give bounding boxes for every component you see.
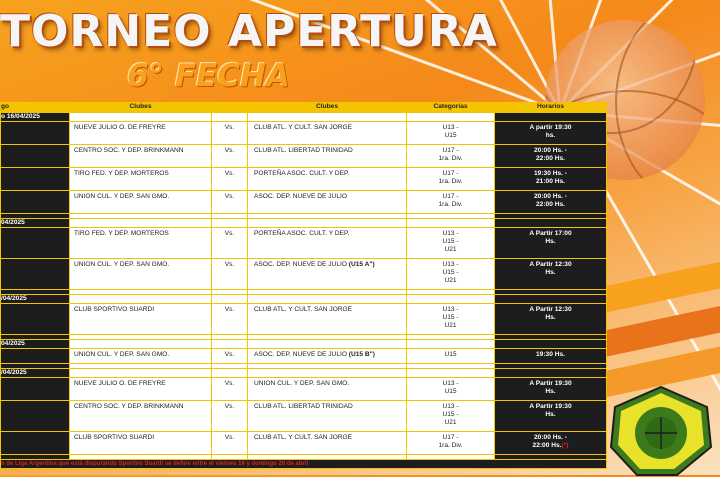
spacer-cell [495, 113, 606, 121]
category-line: U21 [444, 419, 457, 426]
day-cell [1, 349, 69, 363]
table-row [1, 401, 606, 431]
footnote-row [1, 460, 606, 468]
home-club: TIRO FED. Y DEP. MORTEROS [70, 168, 211, 190]
time-line: Hs. [545, 314, 556, 321]
category-line: U13 - [442, 124, 459, 131]
spacer-cell [407, 369, 494, 377]
table-header-row [1, 103, 606, 112]
gap-cell [70, 290, 211, 294]
table-row [1, 259, 606, 289]
vs-label: Vs. [212, 168, 247, 190]
category-line: U13 - [442, 261, 459, 268]
home-club: NUEVE JULIO O. DE FREYRE [70, 122, 211, 144]
vs-label: Vs. [212, 228, 247, 258]
categories [407, 122, 494, 144]
day-row [1, 295, 606, 303]
gap-cell [1, 455, 69, 459]
time-line-wrap [495, 201, 606, 209]
time-line-wrap [495, 132, 606, 140]
time-line: 20:00 Hs. - [534, 193, 567, 200]
time-line-wrap [495, 442, 606, 450]
gap-row [1, 335, 606, 339]
gap-cell [1, 214, 69, 218]
time-line: A Partir 12:30 [529, 261, 572, 268]
spacer-cell [495, 219, 606, 227]
category-line: 1ra. Div. [438, 178, 463, 185]
away-club-name: CLUB ATL. LIBERTAD TRINIDAD [254, 403, 353, 410]
away-club [248, 401, 406, 431]
home-club: CLUB SPORTIVO SUARDI [70, 432, 211, 454]
match-time [495, 191, 606, 213]
gap-cell [70, 335, 211, 339]
away-club [248, 168, 406, 190]
day-row [1, 113, 606, 121]
spacer-cell [495, 295, 606, 303]
gap-cell [495, 214, 606, 218]
spacer-cell [495, 340, 606, 348]
categories [407, 228, 494, 258]
table-row [1, 349, 606, 363]
match-time [495, 122, 606, 144]
gap-cell [407, 290, 494, 294]
home-club: CENTRO SOC. Y DEP. BRINKMANN [70, 145, 211, 167]
table-row [1, 122, 606, 144]
gap-cell [248, 455, 406, 459]
category-line: U21 [444, 277, 457, 284]
categories [407, 145, 494, 167]
spacer-cell [212, 113, 247, 121]
time-note: (*) [561, 442, 569, 449]
header-away-club: Clubes [248, 103, 406, 112]
match-time [495, 228, 606, 258]
gap-cell [495, 455, 606, 459]
category-line: 1ra. Div. [438, 442, 463, 449]
gap-cell [70, 364, 211, 368]
away-club-name: PORTEÑA ASOC. CULT. Y DEP. [254, 230, 350, 237]
gap-row [1, 455, 606, 459]
away-club [248, 432, 406, 454]
table-row [1, 304, 606, 334]
gap-cell [212, 364, 247, 368]
time-line: 21:00 Hs. [536, 178, 565, 185]
home-club: UNION CUL. Y DEP. SAN GMO. [70, 349, 211, 363]
gap-cell [1, 335, 69, 339]
category-line: U15 - [442, 314, 459, 321]
categories [407, 432, 494, 454]
away-club [248, 259, 406, 289]
category-line: U17 - [442, 170, 459, 177]
category-line: 1ra. Div. [438, 201, 463, 208]
day-cell [1, 122, 69, 144]
categories [407, 191, 494, 213]
time-line-wrap [495, 178, 606, 186]
gap-cell [495, 364, 606, 368]
day-cell [1, 191, 69, 213]
match-time [495, 432, 606, 454]
gap-cell [407, 364, 494, 368]
header-home-club: Clubes [70, 103, 211, 112]
category-line: U15 - [442, 269, 459, 276]
gap-cell [407, 335, 494, 339]
spacer-cell [212, 369, 247, 377]
match-time [495, 304, 606, 334]
spacer-cell [248, 295, 406, 303]
category-line: U13 - [442, 306, 459, 313]
categories [407, 304, 494, 334]
home-club: CENTRO SOC. Y DEP. BRINKMANN [70, 401, 211, 431]
day-cell [1, 378, 69, 400]
time-line: 22:00 Hs. [536, 155, 565, 162]
vs-label: Vs. [212, 378, 247, 400]
gap-cell [1, 364, 69, 368]
day-row [1, 219, 606, 227]
match-time [495, 168, 606, 190]
match-time [495, 349, 606, 363]
categories [407, 349, 494, 363]
vs-label: Vs. [212, 122, 247, 144]
spacer-cell [212, 295, 247, 303]
table-row [1, 145, 606, 167]
time-line: 22:00 Hs. [532, 442, 562, 449]
time-line: Hs. [545, 411, 556, 418]
time-line: A Partir 19:30 [529, 380, 572, 387]
time-line: 20:00 Hs. - [534, 434, 567, 441]
time-line: A Partir 12:30 [529, 306, 572, 313]
away-club-name: CLUB ATL. Y CULT. SAN JORGE [254, 434, 353, 441]
time-line: A Partir 19:30 [529, 403, 572, 410]
away-club [248, 304, 406, 334]
time-line-wrap [495, 238, 606, 246]
spacer-cell [70, 340, 211, 348]
spacer-cell [70, 113, 211, 121]
spacer-cell [70, 369, 211, 377]
time-line-wrap [495, 388, 606, 396]
category-line: U15 [444, 388, 457, 395]
away-club [248, 191, 406, 213]
association-logo [607, 385, 715, 477]
day-cell [1, 168, 69, 190]
time-line-wrap [495, 314, 606, 322]
time-line: Hs. [545, 269, 556, 276]
vs-label: Vs. [212, 191, 247, 213]
away-club-name: ASOC. DEP. NUEVE DE JULIO [254, 261, 349, 268]
category-line: U15 - [442, 411, 459, 418]
vs-label: Vs. [212, 432, 247, 454]
away-club [248, 145, 406, 167]
away-club-name: CLUB ATL. Y CULT. SAN JORGE [254, 124, 353, 131]
spacer-cell [212, 340, 247, 348]
category-line: U13 - [442, 403, 459, 410]
categories [407, 259, 494, 289]
time-line-wrap [495, 269, 606, 277]
away-club [248, 228, 406, 258]
table-row [1, 378, 606, 400]
category-line: U15 - [442, 238, 459, 245]
category-line: U13 - [442, 380, 459, 387]
category-line: U17 - [442, 434, 459, 441]
spacer-cell [407, 295, 494, 303]
day-cell [1, 228, 69, 258]
away-club-name: PORTEÑA ASOC. CULT. Y DEP. [254, 170, 350, 177]
gap-row [1, 214, 606, 218]
home-club: NUEVE JULIO O. DE FREYRE [70, 378, 211, 400]
home-club: CLUB SPORTIVO SUARDI [70, 304, 211, 334]
time-line: A Partir 17:00 [529, 230, 572, 237]
time-line: 19:30 Hs. [536, 351, 565, 358]
gap-cell [70, 214, 211, 218]
spacer-cell [248, 340, 406, 348]
day-cell [1, 304, 69, 334]
gap-cell [495, 335, 606, 339]
spacer-cell [70, 219, 211, 227]
gap-cell [407, 455, 494, 459]
time-line: Hs. [545, 388, 556, 395]
home-club: UNION CUL. Y DEP. SAN GMO. [70, 191, 211, 213]
schedule-table-wrap [0, 102, 605, 469]
vs-label: Vs. [212, 145, 247, 167]
away-club-name: ASOC. DEP. NUEVE DE JULIO [254, 193, 347, 200]
time-line: 20:00 Hs. - [534, 147, 567, 154]
category-line: U15 [444, 351, 457, 358]
table-row [1, 191, 606, 213]
away-club-name: CLUB ATL. Y CULT. SAN JORGE [254, 306, 353, 313]
gap-cell [248, 335, 406, 339]
table-row [1, 168, 606, 190]
time-line: Hs. [545, 238, 556, 245]
category-line: U17 - [442, 193, 459, 200]
gap-cell [212, 290, 247, 294]
category-line: U21 [444, 322, 457, 329]
day-label: /04/2025 [1, 369, 69, 377]
gap-cell [212, 455, 247, 459]
category-line: U13 - [442, 230, 459, 237]
time-line: A partir 19:30 [529, 124, 572, 131]
away-club-division: (U15 B") [348, 351, 375, 358]
schedule-table [0, 102, 607, 469]
home-club: UNION CUL. Y DEP. SAN GMO. [70, 259, 211, 289]
gap-cell [212, 214, 247, 218]
categories [407, 401, 494, 431]
category-line: U15 [444, 132, 457, 139]
away-club-name: CLUB ATL. LIBERTAD TRINIDAD [254, 147, 353, 154]
day-cell [1, 432, 69, 454]
spacer-cell [248, 113, 406, 121]
vs-label: Vs. [212, 304, 247, 334]
table-row [1, 228, 606, 258]
spacer-cell [248, 219, 406, 227]
spacer-cell [407, 113, 494, 121]
time-line: 19:30 Hs. - [534, 170, 567, 177]
day-label: 04/2025 [1, 219, 69, 227]
gap-cell [248, 364, 406, 368]
away-club [248, 349, 406, 363]
header-times: Horarios [495, 103, 606, 112]
gap-cell [248, 214, 406, 218]
gap-cell [70, 455, 211, 459]
day-label: 04/2025 [1, 340, 69, 348]
match-time [495, 145, 606, 167]
time-line-wrap [495, 155, 606, 163]
category-line: U21 [444, 246, 457, 253]
spacer-cell [212, 219, 247, 227]
match-time [495, 378, 606, 400]
time-line-wrap [495, 411, 606, 419]
away-club-name: UNION CUL. Y DEP. SAN GMO. [254, 380, 350, 387]
time-line: hs. [545, 132, 556, 139]
spacer-cell [70, 295, 211, 303]
footnote-text: n de Liga Argentina que está disputando Sportivo Suardi se define entre el viernes 18 y domingo 20 de abril [1, 460, 606, 468]
spacer-cell [495, 369, 606, 377]
day-row [1, 340, 606, 348]
day-label: o 16/04/2025 [1, 113, 69, 121]
categories [407, 168, 494, 190]
day-cell [1, 259, 69, 289]
gap-cell [495, 290, 606, 294]
page-subtitle: 6° FECHA [127, 58, 290, 94]
spacer-cell [248, 369, 406, 377]
header-vs [212, 103, 247, 112]
match-time [495, 401, 606, 431]
gap-cell [407, 214, 494, 218]
day-label: /04/2025 [1, 295, 69, 303]
vs-label: Vs. [212, 349, 247, 363]
category-line: 1ra. Div. [438, 155, 463, 162]
header-categories: Categorías [407, 103, 494, 112]
home-club: TIRO FED. Y DEP. MORTEROS [70, 228, 211, 258]
match-time [495, 259, 606, 289]
categories [407, 378, 494, 400]
time-line: 22:00 Hs. [536, 201, 565, 208]
gap-cell [1, 290, 69, 294]
schedule-body [1, 113, 606, 468]
table-row [1, 432, 606, 454]
away-club [248, 122, 406, 144]
away-club-division: (U15 A") [348, 261, 375, 268]
gap-cell [212, 335, 247, 339]
vs-label: Vs. [212, 401, 247, 431]
day-row [1, 369, 606, 377]
gap-cell [248, 290, 406, 294]
away-club-name: ASOC. DEP. NUEVE DE JULIO [254, 351, 349, 358]
vs-label: Vs. [212, 259, 247, 289]
day-cell [1, 145, 69, 167]
gap-row [1, 290, 606, 294]
away-club [248, 378, 406, 400]
page-title: TORNEO APERTURA [0, 6, 498, 57]
spacer-cell [407, 340, 494, 348]
category-line: U17 - [442, 147, 459, 154]
spacer-cell [407, 219, 494, 227]
gap-row [1, 364, 606, 368]
day-cell [1, 401, 69, 431]
header-day: go [1, 103, 69, 112]
